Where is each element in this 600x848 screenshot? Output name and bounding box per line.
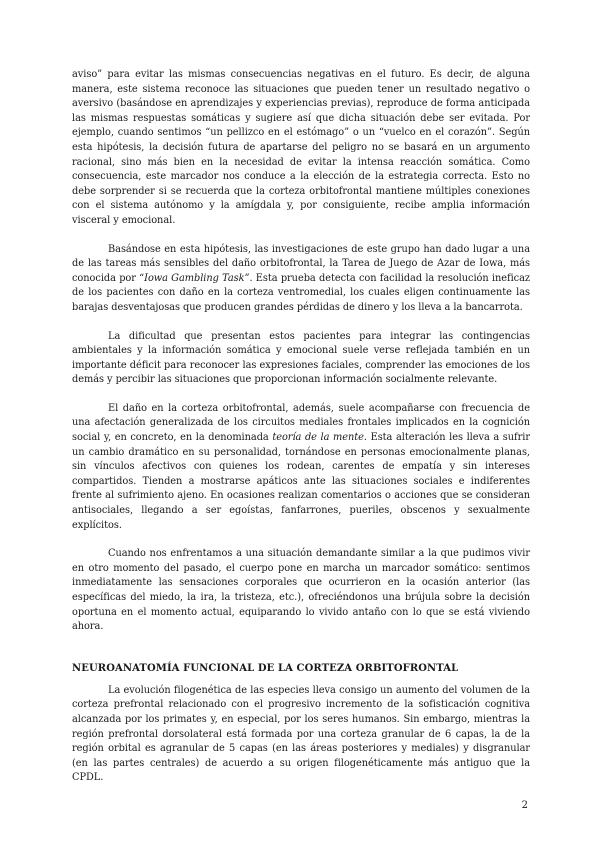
section-heading: NEUROANATOMÍA FUNCIONAL DE LA CORTEZA ORBITOFRONTAL: [72, 662, 459, 674]
paragraph-facial-expression-deficit: [72, 330, 530, 388]
paragraph-text: Basándose en esta hipótesis, las investigaciones de este grupo han dado lugar a una de las tareas más sensibles del daño orbitofrontal, la Tarea de Juego de Azar de Iowa, más conocida por “: [72, 243, 530, 284]
paragraph-text: La evolución filogenética de las especies lleva consigo un aumento del volumen de la corteza prefrontal relacionado con el progresivo incremento de la sofisticación cognitiva alcanzada por los primates y, en especial, por los seres humanos. Sin embargo, mientras la región prefrontal dorsolateral está formada por una corteza granular de 6 capas, la de la región orbital es agranular de 5 capas (en las áreas posteriores y mediales) y disgranular (en las partes centrales) de acuerdo a su origen filogenéticamente más antiguo que la CPDL.: [72, 684, 530, 784]
document-page: [72, 68, 530, 800]
paragraph-text: El daño en la corteza orbitofrontal, además, suele acompañarse con frecuencia de una afectación generalizada de los circuitos mediales frontales implicados en la cognición social y, en concreto, en la denominada: [72, 402, 530, 444]
paragraph-iowa-gambling-task: [72, 243, 530, 316]
paragraph-phylogenetic-evolution: [72, 684, 530, 786]
paragraph-somatic-marker-continuation: [72, 68, 530, 229]
italic-term: Iowa Gambling Task: [144, 272, 245, 284]
paragraph-text: La dificultad que presentan estos pacientes para integrar las contingencias ambientales y la información somática y emocional suele verse reflejada también en un importante déficit para reconocer las expresiones faciales, comprender las emociones de los demás y percibir las situaciones que proporcionan información socialmente relevante.: [72, 330, 530, 386]
italic-term: teoría de la mente: [272, 432, 364, 444]
page-number: 2: [521, 800, 528, 811]
paragraph-demanding-situation: [72, 547, 530, 635]
paragraph-theory-of-mind: [72, 402, 530, 533]
paragraph-text: Cuando nos enfrentamos a una situación demandante similar a la que pudimos vivir en otro momento del pasado, el cuerpo pone en marcha un marcador somático: sentimos inmediatamente las sensaciones corporales que ocurrieron en la ocasión anterior (las específicas del miedo, la ira, la tristeza, etc.), ofreciéndonos una brújula sobre la decisión oportuna en el momento actual, equiparando lo vivido antaño con lo que se está viviendo ahora.: [72, 548, 530, 633]
paragraph-text: aviso” para evitar las mismas consecuencias negativas en el futuro. Es decir, de alguna manera, este sistema reconoce las situaciones que pueden tener un resultado negativo o aversivo (basándose en aprendizajes y experiencias previas), reproduce de forma anticipada las mismas respuestas somáticas y sugiere así que dicha situación debe ser evitada. Por ejemplo, cuando sentimos “un pellizco en el estómago” o un “vuelco en el corazón”. Según esta hipótesis, la decisión futura de apartarse del peligro no se basará en un argumento racional, sino más bien en la necesidad de evitar la intensa reacción somática. Como consecuencia, este marcador nos conduce a la elección de la estrategia correcta. Esto no debe sorprender si se recuerda que la corteza orbitofrontal mantiene múltiples conexiones con el sistema autónomo y la amígdala y, por consiguiente, recibe amplia información visceral y emocional.: [72, 69, 530, 226]
paragraph-text: ”. Esta prueba detecta con facilidad la resolución ineficaz de los pacientes con daño en la corteza ventromedial, los cuales eligen continuamente las barajas desventajosas que producen grandes pérdidas de dinero y los lleva a la bancarrota.: [72, 272, 530, 313]
paragraph-text: . Esta alteración les lleva a sufrir un cambio dramático en su personalidad, tornándose en personas emocionalmente planas, sin vínculos afectivos con quienes los rodean, carentes de empatía y sin intereses compartidos. Tienden a mostrarse apáticos ante las situaciones sociales e indiferentes frente al sufrimiento ajeno. En ocasiones realizan comentarios o acciones que se consideran antisociales, llegando a ser egoístas, fanfarrones, pueriles, obscenos y sexualmente explícitos.: [72, 432, 530, 531]
